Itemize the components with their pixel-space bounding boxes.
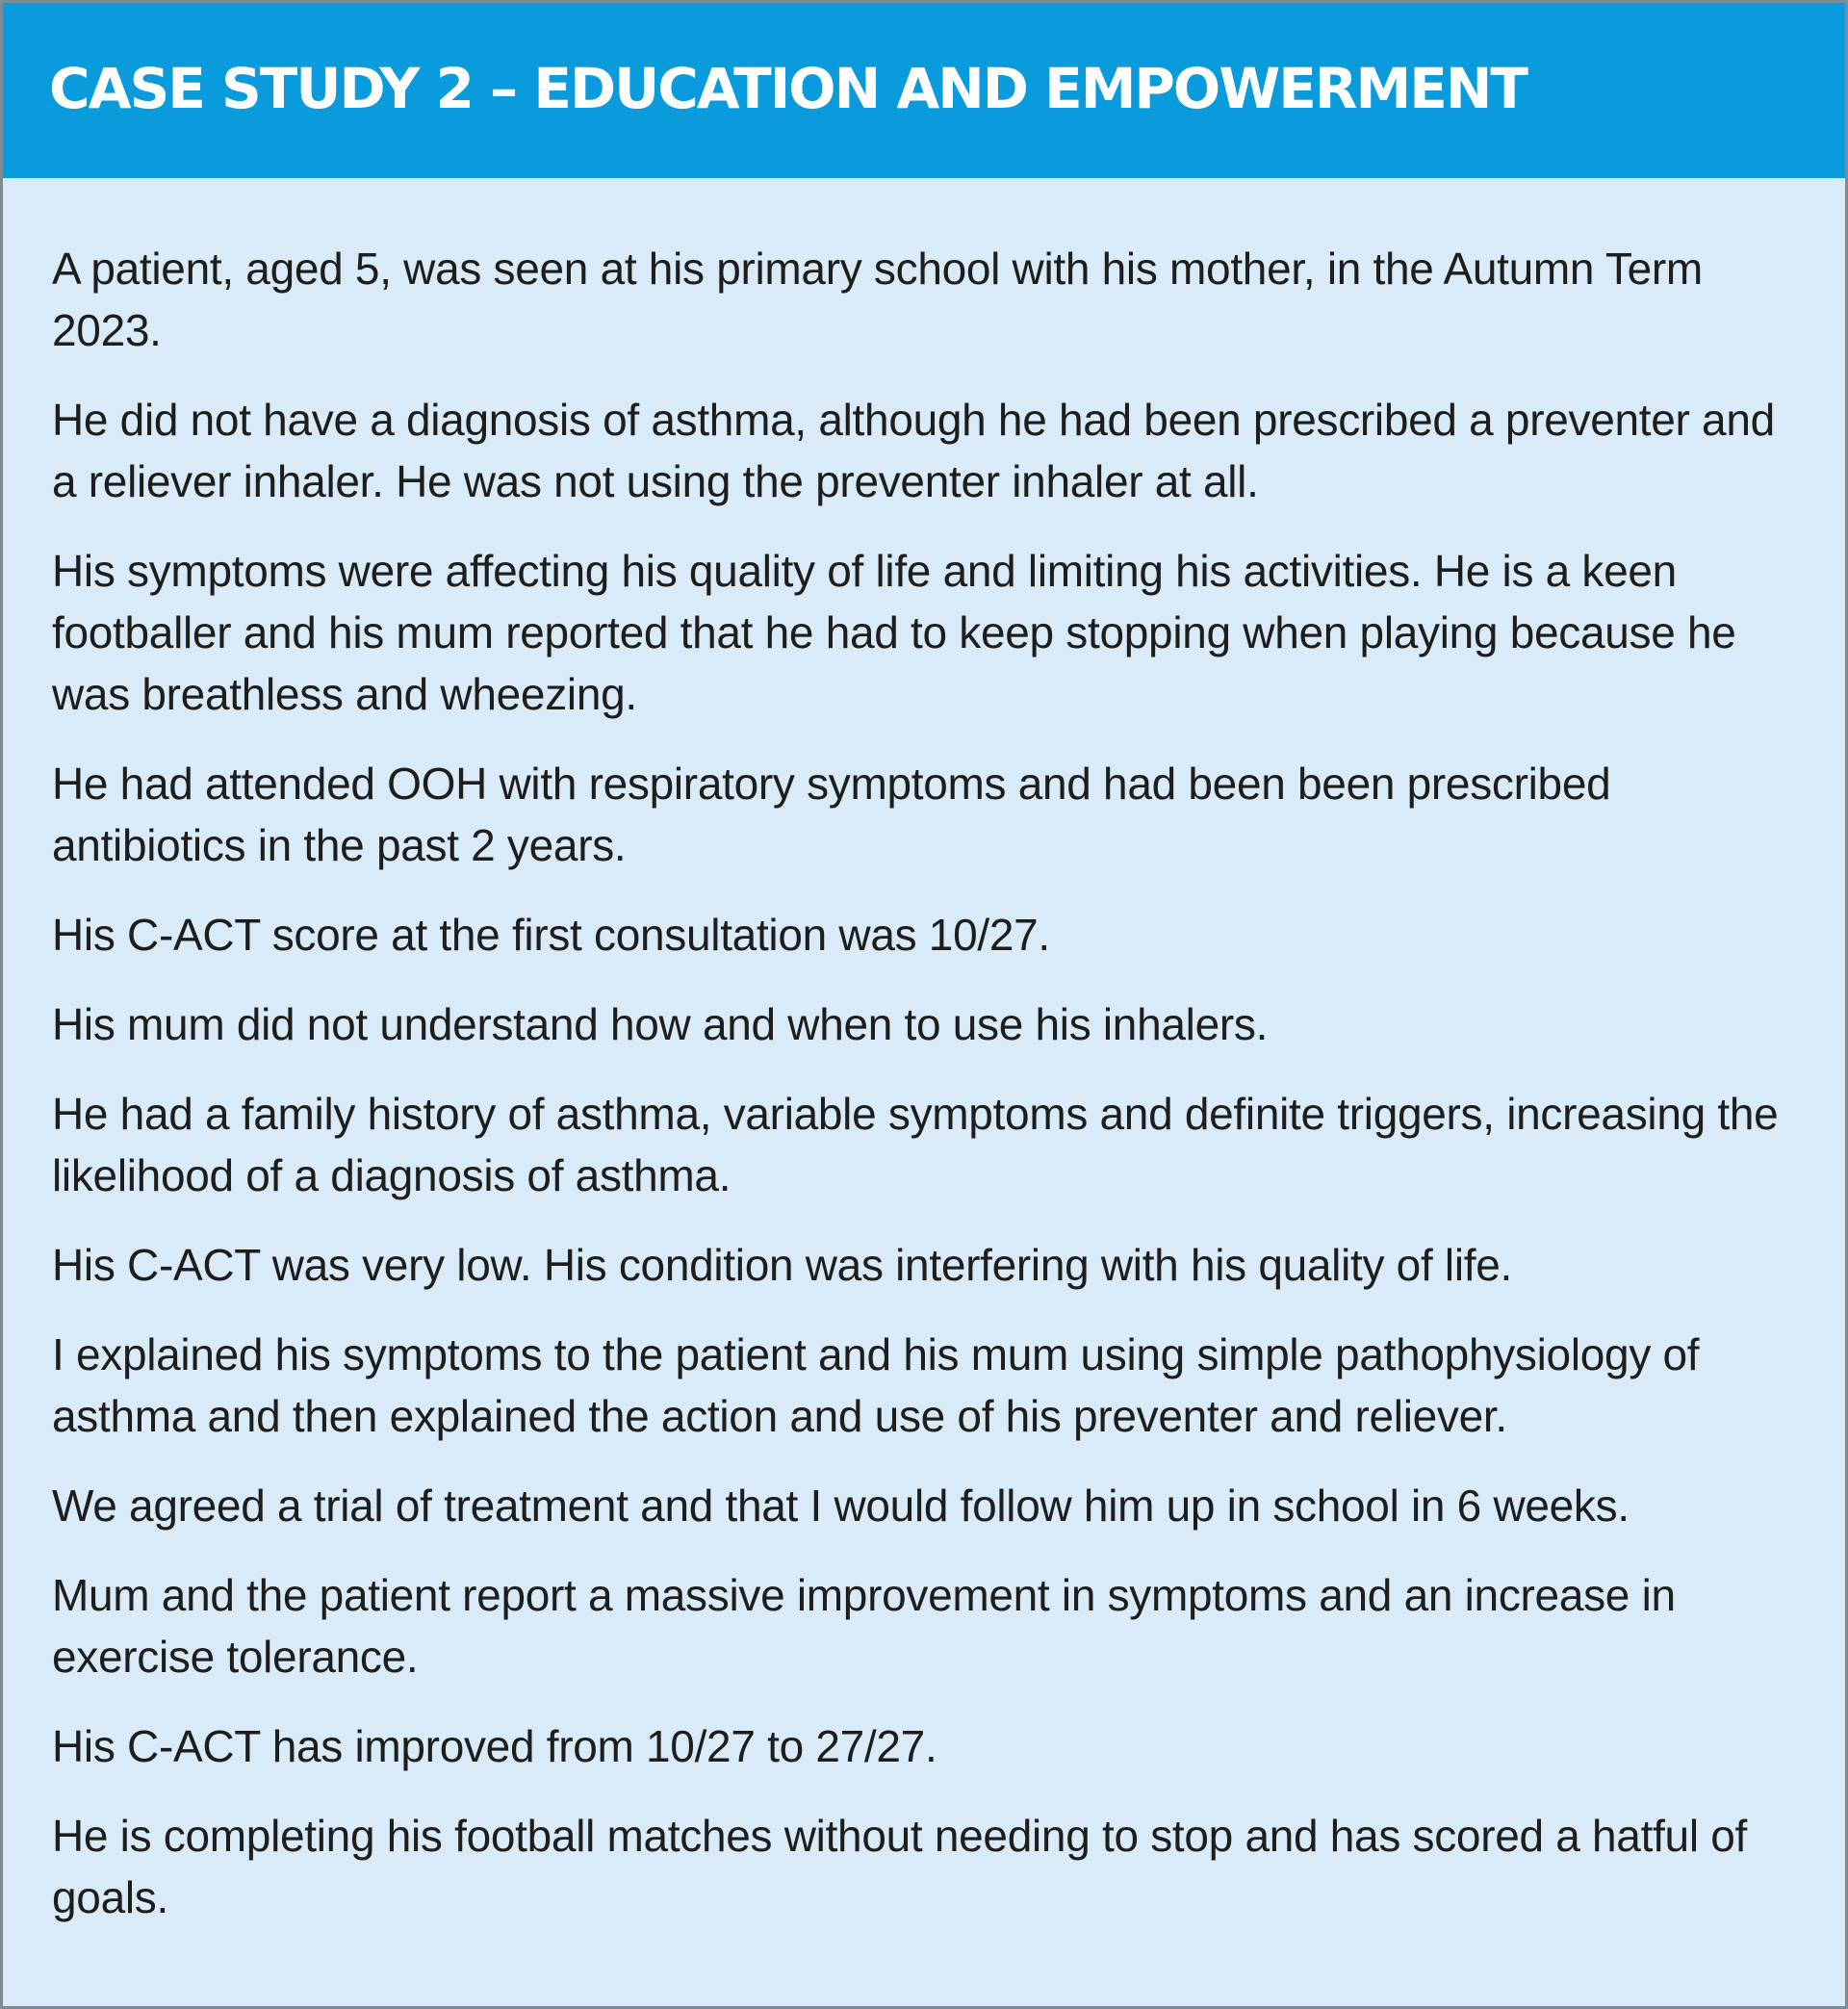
case-study-header xyxy=(3,3,1845,178)
case-study-title: CASE STUDY 2 – EDUCATION AND EMPOWERMENT xyxy=(49,56,1527,121)
paragraph-3: His symptoms were affecting his quality of life and limiting his activities. He is a keen footballer and his mum reported that he had to keep stopping when playing because he was breathless and wheezing. xyxy=(52,546,1736,719)
paragraph-2: He did not have a diagnosis of asthma, although he had been prescribed a preventer and a reliever inhaler. He was not using the preventer inhaler at all. xyxy=(52,395,1775,506)
paragraph-6: His mum did not understand how and when to use his inhalers. xyxy=(52,999,1269,1049)
paragraph-1: A patient, aged 5, was seen at his primary school with his mother, in the Autumn Term 2023. xyxy=(52,244,1703,355)
paragraph-9: I explained his symptoms to the patient and his mum using simple pathophysiology of asthma and then explained the action and use of his preventer and reliever. xyxy=(52,1329,1700,1441)
paragraph-12: His C-ACT has improved from 10/27 to 27/27. xyxy=(52,1721,937,1771)
paragraph-13: He is completing his football matches without needing to stop and has scored a hatful of goals. xyxy=(52,1811,1747,1922)
paragraph-7: He had a family history of asthma, variable symptoms and definite triggers, increasing the likelihood of a diagnosis of asthma. xyxy=(52,1089,1779,1200)
paragraph-8: His C-ACT was very low. His condition was interfering with his quality of life. xyxy=(52,1240,1513,1290)
paragraph-5: His C-ACT score at the first consultation was 10/27. xyxy=(52,910,1050,960)
paragraph-4: He had attended OOH with respiratory symptoms and had been been prescribed antibiotics in the past 2 years. xyxy=(52,759,1611,870)
paragraph-11: Mum and the patient report a massive improvement in symptoms and an increase in exercise tolerance. xyxy=(52,1570,1676,1682)
case-study-body xyxy=(52,238,1799,1956)
paragraph-10: We agreed a trial of treatment and that I would follow him up in school in 6 weeks. xyxy=(52,1481,1630,1531)
